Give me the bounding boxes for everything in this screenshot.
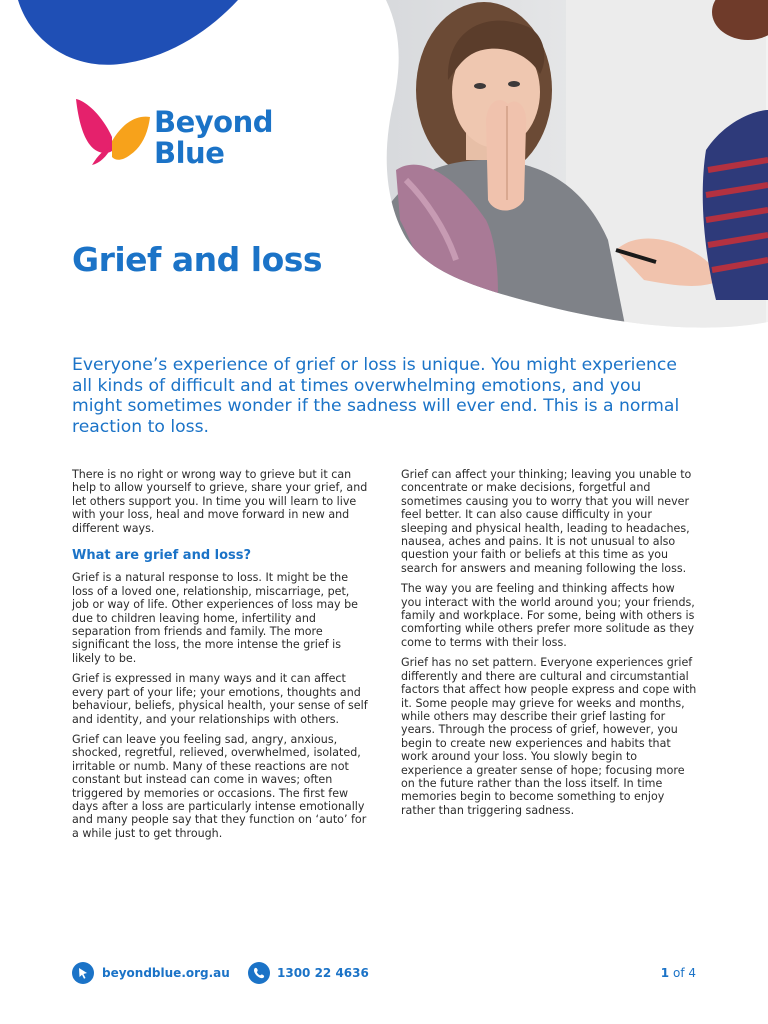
left-column xyxy=(72,468,368,847)
footer xyxy=(72,962,696,986)
paragraph: Grief is a natural response to loss. It might be the loss of a loved one, relationship, miscarriage, pet, job or way of life. Other experiences of loss may be due to children leaving home, infertility and separation from friends and family. The more significant the loss, the more intense the grief is likely to be. xyxy=(72,571,358,665)
logo-word-2: Blue xyxy=(154,136,225,170)
phone-link[interactable]: 1300 22 4636 xyxy=(277,966,369,980)
page-total: of 4 xyxy=(672,966,696,980)
paragraph: Grief can affect your thinking; leaving you unable to concentrate or make decisions, forgetful and sometimes causing you to worry that you will never feel better. It can also cause difficulty in your sleeping and physical health, leading to headaches, nausea, aches and pains. It is not unusual to also question your faith or beliefs at this time as you search for answers and meaning following the loss. xyxy=(401,468,692,575)
paragraph: Grief is expressed in many ways and it can affect every part of your life; your emotions, thoughts and behaviour, beliefs, physical health, your sense of self and identity, and your relationships with others. xyxy=(72,672,368,726)
butterfly-icon xyxy=(72,97,152,169)
right-column xyxy=(401,468,697,824)
phone-icon xyxy=(248,962,270,984)
hero-photo xyxy=(376,0,768,330)
paragraph: Grief can leave you feeling sad, angry, anxious, shocked, regretful, relieved, overwhelmed, isolated, irritable or numb. Many of these reactions are not constant but instead can come in waves; often triggered by memories or occasions. The first few days after a loss are particularly intense emotionally and many people say that they function on ‘auto’ for a while just to get through. xyxy=(72,732,367,840)
section-heading: What are grief and loss? xyxy=(72,548,252,564)
paragraph: There is no right or wrong way to grieve but it can help to allow yourself to grieve, share your grief, and let others support you. In time you will learn to live with your loss, heal and move forward in new and different ways. xyxy=(72,468,368,535)
page-title: Grief and loss xyxy=(72,240,323,279)
beyond-blue-logo xyxy=(72,97,282,169)
logo-wordmark xyxy=(154,107,273,169)
page-current: 1 xyxy=(660,966,670,980)
intro-paragraph: Everyone’s experience of grief or loss is unique. You might experience all kinds of difficult and at times overwhelming emotions, and you might sometimes wonder if the sadness will ever end. This is a normal reaction to loss. xyxy=(72,355,680,437)
website-link[interactable]: beyondblue.org.au xyxy=(102,966,230,980)
logo-word-1: Beyond xyxy=(154,105,274,139)
cursor-icon xyxy=(72,962,94,984)
page-number xyxy=(661,966,696,980)
paragraph: Grief has no set pattern. Everyone experiences grief differently and there are cultural and circumstantial factors that affect how people express and cope with it. Some people may grieve for weeks and months, while others may describe their grief lasting for years. Through the process of grief, however, you begin to create new experiences and habits that work around your loss. You slowly begin to experience a greater sense of hope; focusing more on the future rather than the loss itself. In time memories begin to become something to enjoy rather than triggering sadness. xyxy=(401,656,697,817)
decorative-blob xyxy=(0,0,260,80)
paragraph: The way you are feeling and thinking affects how you interact with the world around you; your friends, family and workplace. For some, being with others is comforting while others prefer more solitude as they come to terms with their loss. xyxy=(401,582,695,649)
